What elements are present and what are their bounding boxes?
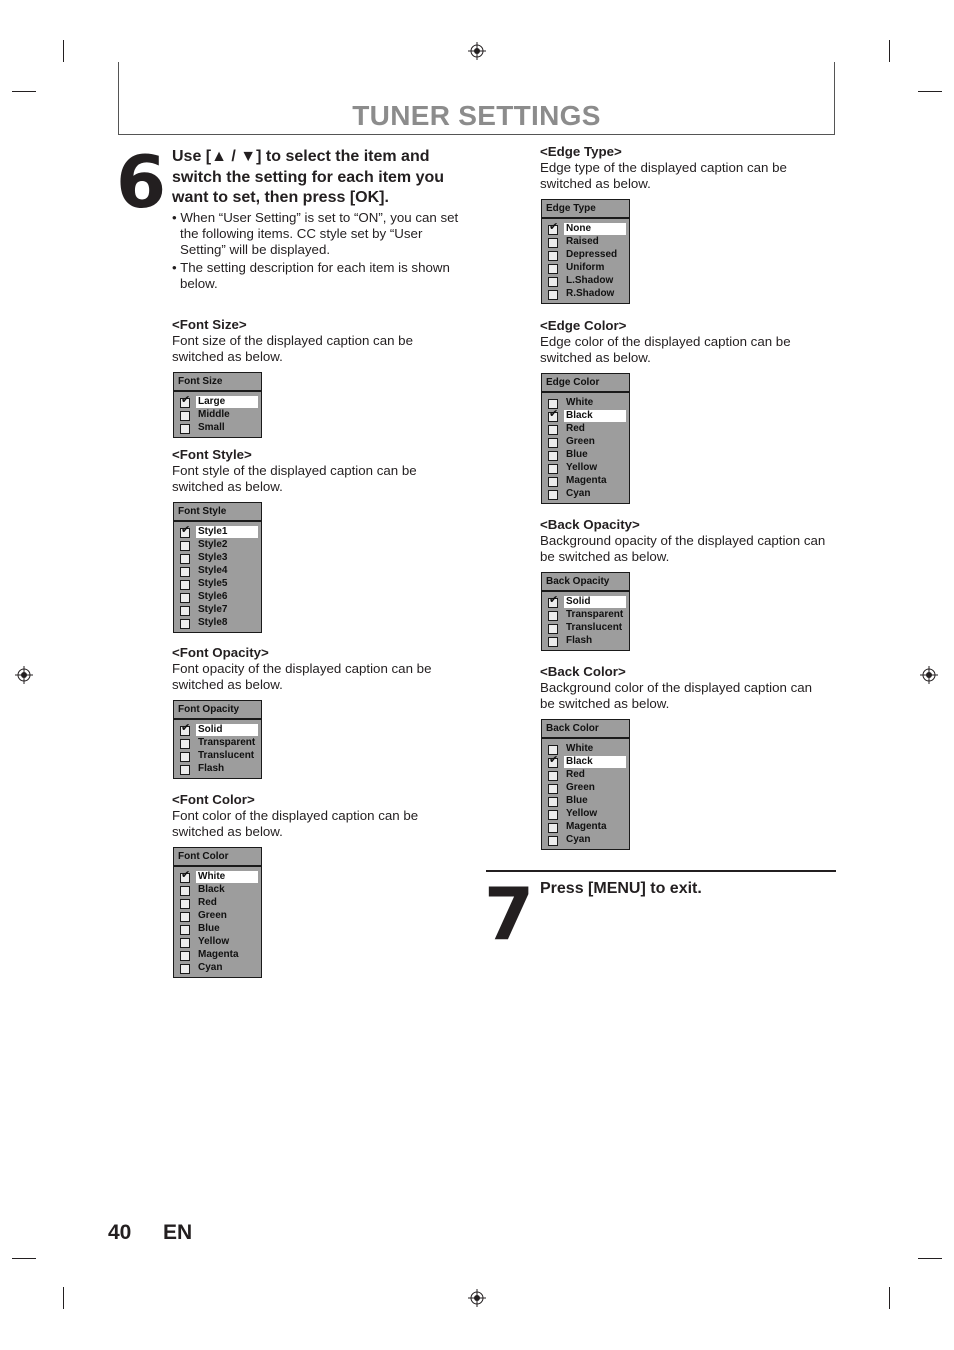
crop-mark [63,40,64,62]
option-menu [541,373,630,504]
step-6-bullets [172,210,472,292]
checkbox-icon[interactable] [548,836,558,846]
bullet-text: • When “User Setting” is set to “ON”, you can set [172,210,459,225]
checkbox-icon[interactable] [548,221,559,235]
menu-option-label: Raised [566,236,599,247]
bullet-text: Setting” will be displayed. [180,242,331,257]
menu-option-label: Middle [198,409,230,420]
checkmark-icon: ✔ [549,754,559,766]
menu-option[interactable] [174,897,261,910]
menu-title: Font Style [174,503,261,522]
menu-option[interactable] [542,475,629,488]
menu-option-label: Red [566,769,585,780]
step-6-heading-line: Use [▲ / ▼] to select the item and [172,148,430,165]
menu-option[interactable] [542,275,629,288]
menu-options [542,219,629,303]
menu-option-label: Black [564,756,626,768]
checkbox-icon[interactable] [548,611,558,621]
menu-option[interactable] [542,488,629,501]
crop-mark [918,91,942,92]
checkbox-icon[interactable] [548,425,558,435]
menu-option-label: Style7 [198,604,228,615]
menu-option-label: Translucent [198,750,255,761]
checkbox-icon[interactable] [180,424,190,434]
menu-option-label: Depressed [566,249,618,260]
checkbox-icon[interactable] [180,593,190,603]
menu-option-label: Blue [198,923,220,934]
checkmark-icon: ✔ [181,524,191,536]
checkbox-icon[interactable] [180,964,190,974]
menu-option[interactable] [542,635,629,648]
option-menu [541,572,630,651]
menu-option[interactable] [174,724,261,737]
menu-option-label: Translucent [566,622,623,633]
section-description: Edge color of the displayed caption can be [540,334,791,349]
menu-option-label: Green [198,910,227,921]
section-description: Background color of the displayed caption can [540,680,813,695]
menu-option[interactable] [542,288,629,301]
section-description: switched as below. [540,176,651,191]
checkbox-icon[interactable] [548,490,558,500]
menu-option-label: Yellow [198,936,230,947]
checkbox-icon[interactable] [180,886,190,896]
menu-option[interactable] [174,750,261,763]
menu-option[interactable] [174,422,261,435]
crop-mark [12,91,36,92]
menu-option[interactable] [542,236,629,249]
checkbox-icon[interactable] [548,784,558,794]
menu-option[interactable] [174,962,261,975]
section-title: <Font Opacity> [172,645,269,660]
section-description: switched as below. [172,349,283,364]
step-6-heading-line: want to set, then press [OK]. [172,189,389,206]
section-description: be switched as below. [540,696,670,711]
bullet-text: • The setting description for each item is shown [172,260,450,275]
menu-option[interactable] [174,737,261,750]
menu-option-label: Style8 [198,617,228,628]
checkbox-icon[interactable] [548,277,558,287]
menu-option-label: Red [566,423,585,434]
bullet-text: the following items. CC style set by “User [180,226,423,241]
section-font-color [172,792,472,973]
menu-option-label: L.Shadow [566,275,614,286]
checkbox-icon[interactable] [548,624,558,634]
checkbox-icon[interactable] [180,541,190,551]
checkbox-icon[interactable] [180,619,190,629]
menu-options [174,522,261,632]
menu-option[interactable] [174,871,261,884]
step-7-heading: Press [MENU] to exit. [540,880,702,897]
menu-option-label: Magenta [198,949,239,960]
section-title: <Back Color> [540,664,626,679]
menu-title: Back Opacity [542,573,629,592]
menu-option-label: Style2 [198,539,228,550]
registration-mark-icon [468,1289,486,1307]
menu-option-label: Cyan [566,488,591,499]
page-number: 40 [108,1221,132,1244]
menu-option-label: Green [566,782,595,793]
menu-option[interactable] [174,617,261,630]
option-menu [173,502,262,633]
checkbox-icon[interactable] [180,951,190,961]
checkbox-icon[interactable] [548,251,558,261]
menu-option[interactable] [542,223,629,236]
menu-option-label: Black [564,410,626,422]
menu-option[interactable] [542,249,629,262]
menu-option[interactable] [542,782,629,795]
registration-mark-icon [920,666,938,684]
option-menu [173,372,262,438]
menu-title: Edge Type [542,200,629,219]
section-description: Background opacity of the displayed caption can [540,533,826,548]
bullet-text: below. [180,276,218,291]
menu-option[interactable] [174,884,261,897]
menu-options [542,739,629,849]
menu-option[interactable] [174,591,261,604]
header-border-right [834,62,835,135]
menu-option-label: Solid [564,596,626,608]
menu-option[interactable] [174,949,261,962]
menu-options [542,393,629,503]
menu-options [174,867,261,977]
section-description: Font style of the displayed caption can be [172,463,417,478]
checkbox-icon[interactable] [548,408,559,422]
menu-option[interactable] [542,436,629,449]
menu-option[interactable] [542,821,629,834]
menu-option-label: Magenta [566,821,607,832]
checkbox-icon[interactable] [548,464,558,474]
menu-title: Back Color [542,720,629,739]
menu-option[interactable] [174,396,261,409]
checkbox-icon[interactable] [548,754,559,768]
menu-option-label: Flash [198,763,225,774]
menu-option[interactable] [542,834,629,847]
menu-options [542,592,629,650]
checkbox-icon[interactable] [180,925,190,935]
checkbox-icon[interactable] [180,580,190,590]
registration-mark-icon [468,42,486,60]
option-menu [541,199,630,304]
menu-option[interactable] [174,526,261,539]
checkbox-icon[interactable] [548,264,558,274]
menu-option[interactable] [174,565,261,578]
checkbox-icon[interactable] [548,477,558,487]
crop-mark [918,1258,942,1259]
section-edge-type [540,144,840,299]
menu-option-label: None [564,223,626,235]
page-title: TUNER SETTINGS [352,100,601,131]
menu-option-label: Style4 [198,565,228,576]
menu-option[interactable] [542,410,629,423]
section-font-style [172,447,472,628]
checkbox-icon[interactable] [548,797,558,807]
menu-option[interactable] [174,552,261,565]
menu-option[interactable] [542,596,629,609]
step-6-heading-line: switch the setting for each item you [172,168,445,186]
crop-mark [889,1287,890,1309]
checkbox-icon[interactable] [180,554,190,564]
menu-title: Font Opacity [174,701,261,720]
checkbox-icon[interactable] [180,411,190,421]
menu-option-label: Style1 [196,526,258,538]
checkmark-icon: ✔ [549,594,559,606]
menu-option-label: Flash [566,635,593,646]
section-title: <Font Size> [172,317,247,332]
section-title: <Edge Type> [540,144,622,159]
crop-mark [889,40,890,62]
menu-option-label: White [196,871,258,883]
checkbox-icon[interactable] [180,606,190,616]
menu-option-label: Red [198,897,217,908]
step-number-6: 6 [116,140,167,224]
checkbox-icon[interactable] [548,238,558,248]
section-description: Edge type of the displayed caption can be [540,160,787,175]
menu-option-label: Cyan [566,834,591,845]
menu-title: Font Size [174,373,261,392]
section-description: switched as below. [172,824,283,839]
menu-option-label: Yellow [566,808,598,819]
checkbox-icon[interactable] [548,810,558,820]
menu-option[interactable] [174,923,261,936]
step-6-heading [172,147,472,209]
menu-option-label: Solid [196,724,258,736]
menu-option[interactable] [542,462,629,475]
crop-mark [12,1258,36,1259]
option-menu [173,847,262,978]
menu-option[interactable] [174,936,261,949]
checkmark-icon: ✔ [181,394,191,406]
menu-option[interactable] [542,449,629,462]
checkbox-icon[interactable] [180,899,190,909]
menu-option[interactable] [542,808,629,821]
menu-options [174,720,261,778]
menu-option-label: Blue [566,449,588,460]
section-title: <Font Style> [172,447,252,462]
menu-option-label: Blue [566,795,588,806]
menu-option-label: Yellow [566,462,598,473]
section-description: Font color of the displayed caption can be [172,808,419,823]
section-title: <Font Color> [172,792,255,807]
crop-mark [63,1287,64,1309]
menu-option-label: Transparent [566,609,624,620]
step-number-7: 7 [484,872,535,956]
menu-option[interactable] [542,423,629,436]
menu-option-label: Style5 [198,578,228,589]
menu-option-label: Transparent [198,737,256,748]
menu-option-label: Black [198,884,225,895]
menu-option-label: Magenta [566,475,607,486]
checkbox-icon[interactable] [548,290,558,300]
checkbox-icon[interactable] [180,912,190,922]
option-menu [541,719,630,850]
menu-option[interactable] [542,262,629,275]
section-font-size [172,317,472,433]
checkbox-icon[interactable] [180,869,191,883]
checkbox-icon[interactable] [548,451,558,461]
menu-option-label: White [566,397,594,408]
section-back-opacity [540,517,840,646]
section-title: <Back Opacity> [540,517,640,532]
step-7-divider [486,870,836,872]
menu-option[interactable] [174,910,261,923]
checkmark-icon: ✔ [549,221,559,233]
checkmark-icon: ✔ [549,408,559,420]
checkbox-icon[interactable] [180,765,190,775]
section-edge-color [540,318,840,499]
menu-option[interactable] [174,604,261,617]
menu-option-label: Uniform [566,262,605,273]
section-description: be switched as below. [540,549,670,564]
menu-option[interactable] [542,622,629,635]
menu-option-label: R.Shadow [566,288,615,299]
menu-option[interactable] [542,769,629,782]
checkbox-icon[interactable] [548,594,559,608]
header-border-bottom [118,134,835,135]
section-font-opacity [172,645,472,774]
menu-option[interactable] [542,795,629,808]
checkbox-icon[interactable] [548,438,558,448]
checkbox-icon[interactable] [548,637,558,647]
checkbox-icon[interactable] [180,938,190,948]
section-title: <Edge Color> [540,318,627,333]
menu-title: Edge Color [542,374,629,393]
checkbox-icon[interactable] [180,752,190,762]
section-description: switched as below. [540,350,651,365]
section-description: switched as below. [172,479,283,494]
menu-option-label: Style6 [198,591,228,602]
checkbox-icon[interactable] [180,567,190,577]
option-menu [173,700,262,779]
menu-option[interactable] [174,409,261,422]
menu-options [174,392,261,437]
menu-option-label: Cyan [198,962,223,973]
checkbox-icon[interactable] [180,739,190,749]
language-code: EN [163,1221,193,1244]
section-description: Font opacity of the displayed caption can be [172,661,432,676]
checkbox-icon[interactable] [180,394,191,408]
menu-option[interactable] [542,756,629,769]
menu-option[interactable] [174,763,261,776]
checkmark-icon: ✔ [181,722,191,734]
menu-title: Font Color [174,848,261,867]
checkmark-icon: ✔ [181,869,191,881]
checkbox-icon[interactable] [180,722,191,736]
menu-option-label: Green [566,436,595,447]
section-description: Font size of the displayed caption can be [172,333,413,348]
menu-option-label: Large [196,396,258,408]
menu-option-label: White [566,743,594,754]
menu-option[interactable] [542,609,629,622]
registration-mark-icon [15,666,33,684]
menu-option[interactable] [174,578,261,591]
menu-option-label: Style3 [198,552,228,563]
section-back-color [540,664,840,845]
menu-option[interactable] [174,539,261,552]
section-description: switched as below. [172,677,283,692]
menu-option-label: Small [198,422,225,433]
checkbox-icon[interactable] [548,771,558,781]
checkbox-icon[interactable] [548,823,558,833]
checkbox-icon[interactable] [180,524,191,538]
